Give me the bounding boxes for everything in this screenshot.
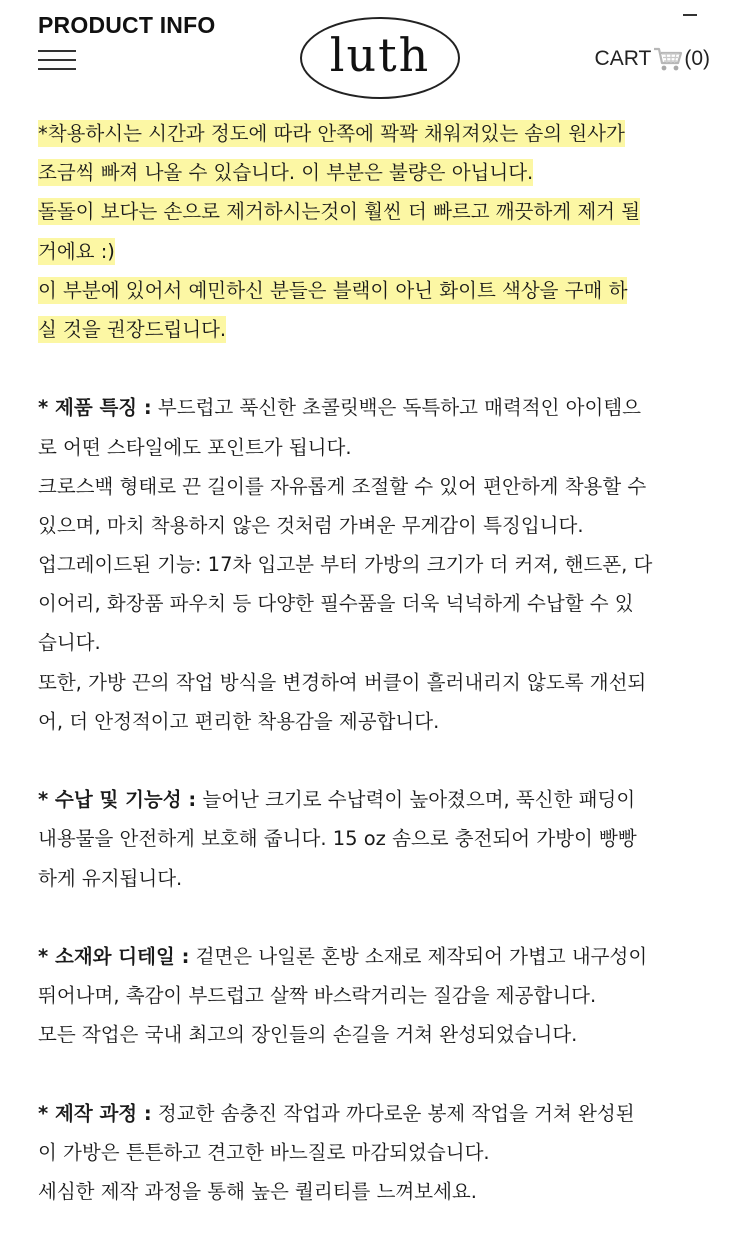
section-line: 로 어떤 스타일에도 포인트가 됩니다. xyxy=(38,435,352,459)
cart-icon xyxy=(653,46,683,72)
section-line: 업그레이드된 기능: 17차 입고분 부터 가방의 크기가 더 커져, 핸드폰, 다 xyxy=(38,553,653,577)
section-line: 세심한 제작 과정을 통해 높은 퀄리티를 느껴보세요. xyxy=(38,1180,477,1204)
section-line: 또한, 가방 끈의 작업 방식을 변경하여 버클이 흘러내리지 않도록 개선되 xyxy=(38,670,647,694)
luth-logo[interactable] xyxy=(300,17,460,99)
section-line: 어, 더 안정적이고 편리한 착용감을 제공합니다. xyxy=(38,709,440,733)
section-features xyxy=(38,388,718,741)
section-line: 습니다. xyxy=(38,631,101,655)
section-heading: * 소재와 디테일 : xyxy=(38,944,190,968)
notice-line: *착용하시는 시간과 정도에 따라 안쪽에 꽉꽉 채워져있는 솜의 원사가 xyxy=(38,122,625,145)
cart-count: (0) xyxy=(684,47,710,70)
notice-line: 이 부분에 있어서 예민하신 분들은 블랙이 아닌 화이트 색상을 구매 하 xyxy=(38,278,628,302)
section-material xyxy=(38,937,718,1055)
notice-block xyxy=(38,114,718,349)
section-line: 크로스백 형태로 끈 길이를 자유롭게 조절할 수 있어 편안하게 착용할 수 xyxy=(38,474,647,498)
section-line: 이어리, 화장품 파우치 등 다양한 필수품을 더욱 넉넉하게 수납할 수 있 xyxy=(38,592,634,616)
section-line: 있으며, 마치 착용하지 않은 것처럼 가벼운 무게감이 특징입니다. xyxy=(38,513,584,537)
section-line: 뛰어나며, 촉감이 부드럽고 살짝 바스락거리는 질감을 제공합니다. xyxy=(38,984,597,1008)
section-first-line: * 소재와 디테일 : 겉면은 나일론 혼방 소재로 제작되어 가볍고 내구성이 xyxy=(38,944,648,968)
product-description xyxy=(38,114,718,1211)
section-first-line: * 제품 특징 : 부드럽고 푹신한 초콜릿백은 독특하고 매력적인 아이템으 xyxy=(38,396,641,420)
section-line: 이 가방은 튼튼하고 견고한 바느질로 마감되었습니다. xyxy=(38,1140,490,1164)
section-process xyxy=(38,1094,718,1212)
notice-line: 실 것을 권장드립니다. xyxy=(38,317,227,341)
section-line: 모든 작업은 국내 최고의 장인들의 손길을 거쳐 완성되었습니다. xyxy=(38,1023,578,1047)
section-storage xyxy=(38,780,718,898)
notice-line: 조금씩 빠져 나올 수 있습니다. 이 부분은 불량은 아닙니다. xyxy=(38,161,534,185)
header xyxy=(0,0,750,110)
section-heading: * 제품 특징 : xyxy=(38,396,152,420)
cart-button[interactable] xyxy=(595,46,710,72)
logo-text: luth xyxy=(329,28,431,82)
section-first-line: * 수납 및 기능성 : 늘어난 크기로 수납력이 높아졌으며, 푹신한 패딩이 xyxy=(38,788,636,812)
section-first-line: * 제작 과정 : 정교한 솜충진 작업과 까다로운 봉제 작업을 거쳐 완성된 xyxy=(38,1101,635,1125)
notice-line: 돌돌이 보다는 손으로 제거하시는것이 훨씬 더 빠르고 깨끗하게 제거 될 xyxy=(38,200,641,224)
section-line: 내용물을 안전하게 보호해 줍니다. 15 oz 솜으로 충전되어 가방이 빵빵 xyxy=(38,827,637,851)
section-heading: * 수납 및 기능성 : xyxy=(38,788,197,812)
minimize-icon[interactable] xyxy=(683,14,697,16)
page-title: PRODUCT INFO xyxy=(38,12,216,38)
notice-line: 거에요 :) xyxy=(38,239,115,263)
section-heading: * 제작 과정 : xyxy=(38,1101,152,1125)
section-line: 하게 유지됩니다. xyxy=(38,866,183,890)
cart-label: CART xyxy=(594,47,652,70)
hamburger-menu-icon[interactable] xyxy=(38,48,76,72)
